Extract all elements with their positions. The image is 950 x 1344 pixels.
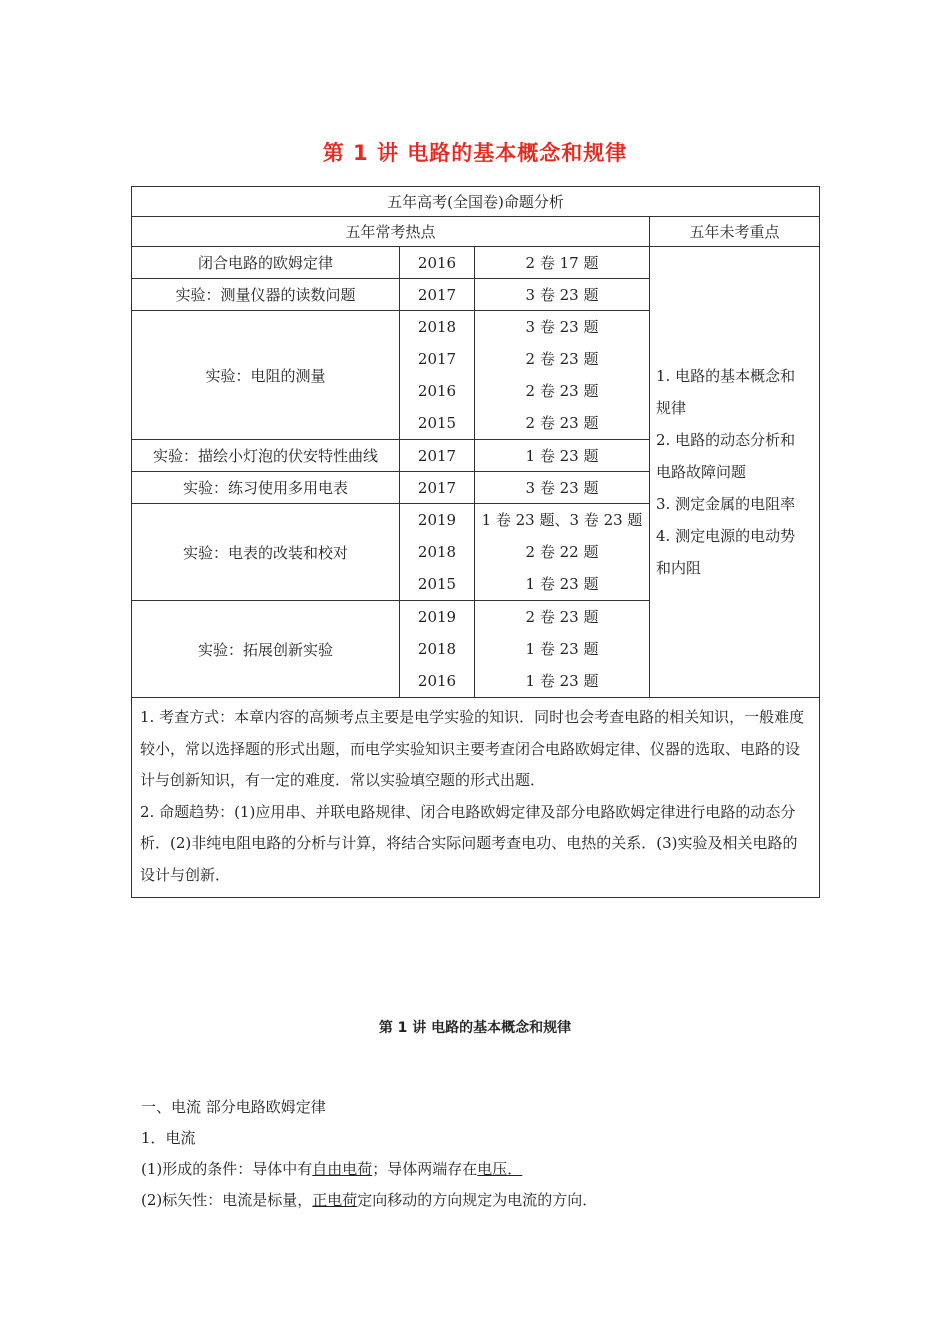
paper-value: 2 卷 23 题: [525, 414, 599, 432]
paper-cell: [475, 311, 650, 440]
table-row: [132, 247, 820, 279]
section-title: 第 1 讲 电路的基本概念和规律: [378, 1020, 572, 1036]
underlined-answer: 电压．: [477, 1160, 523, 1178]
paragraph-direction: [141, 1189, 597, 1210]
year-value: 2019: [417, 511, 457, 529]
year-value: 2018: [417, 543, 457, 561]
column-hot-header: 五年常考热点: [132, 217, 650, 247]
paper-value: 2 卷 23 题: [525, 350, 599, 368]
focus-line: 3. 测定金属的电阻率: [656, 495, 796, 513]
topic-cell: 实验：描绘小灯泡的伏安特性曲线: [132, 440, 400, 472]
topic-cell: 闭合电路的欧姆定律: [132, 247, 400, 279]
paper-cell: 3 卷 23 题: [475, 279, 650, 311]
paper-value: 2 卷 23 题: [525, 608, 599, 626]
paper-cell: [475, 504, 650, 601]
year-cell: [400, 311, 475, 440]
text: (2)标矢性：电流是标量，: [141, 1191, 313, 1209]
year-value: 2019: [417, 608, 457, 626]
paper-value: 1 卷 23 题、3 卷 23 题: [481, 511, 643, 529]
year-value: 2017: [417, 350, 457, 368]
year-cell: [400, 504, 475, 601]
analysis-table: [131, 186, 820, 898]
note-exam-method: 1. 考查方式：本章内容的高频考点主要是电学实验的知识．同时也会考查电路的相关知识，一般难度较小，常以选择题的形式出题，而电学实验知识主要考查闭合电路欧姆定律、仪器的选取、电路的设计与创新知识，有一定的难度．常以实验填空题的形式出题．: [140, 708, 805, 789]
topic-cell: 实验：测量仪器的读数问题: [132, 279, 400, 311]
table-header: 五年高考(全国卷)命题分析: [132, 187, 820, 217]
year-cell: 2017: [400, 472, 475, 504]
paper-value: 1 卷 23 题: [525, 640, 599, 658]
topic-cell: 实验：电阻的测量: [132, 311, 400, 440]
focus-cell: [650, 247, 820, 698]
focus-line: 规律: [656, 399, 687, 417]
topic-cell: 实验：练习使用多用电表: [132, 472, 400, 504]
year-value: 2018: [417, 318, 457, 336]
page-title: 第 1 讲 电路的基本概念和规律: [322, 141, 628, 165]
note-trend: 2. 命题趋势：(1)应用串、并联电路规律、闭合电路欧姆定律及部分电路欧姆定律进行电路的动态分析．(2)非纯电阻电路的分析与计算，将结合实际问题考查电功、电热的关系．(3)实验及相关电路的设计与创新．: [140, 802, 798, 884]
text: 定向移动的方向规定为电流的方向．: [357, 1191, 598, 1209]
year-value: 2015: [417, 575, 457, 593]
subheading: 1．电流: [141, 1129, 196, 1147]
topic-cell: 实验：电表的改装和校对: [132, 504, 400, 601]
paper-value: 1 卷 23 题: [525, 575, 599, 593]
focus-line: 1. 电路的基本概念和: [656, 367, 796, 385]
focus-line: 和内阻: [656, 559, 702, 577]
paper-value: 1 卷 23 题: [525, 672, 599, 690]
year-cell: 2017: [400, 440, 475, 472]
year-value: 2016: [417, 672, 457, 690]
paper-cell: 3 卷 23 题: [475, 472, 650, 504]
year-cell: [400, 601, 475, 698]
text: (1)形成的条件：导体中有: [141, 1160, 313, 1178]
section-heading: 一、电流 部分电路欧姆定律: [141, 1098, 326, 1116]
year-cell: 2017: [400, 279, 475, 311]
year-value: 2015: [417, 414, 457, 432]
paper-value: 2 卷 23 题: [525, 382, 599, 400]
text: ；导体两端存在: [372, 1160, 478, 1178]
column-focus-header: 五年未考重点: [650, 217, 820, 247]
paper-value: 2 卷 22 题: [525, 543, 599, 561]
paper-value: 3 卷 23 题: [525, 318, 599, 336]
underlined-answer: 自由电荷: [312, 1160, 373, 1178]
paper-cell: [475, 601, 650, 698]
paragraph-condition: [141, 1158, 522, 1179]
paper-cell: 2 卷 17 题: [475, 247, 650, 279]
focus-line: 4. 测定电源的电动势: [656, 527, 796, 545]
year-value: 2016: [417, 382, 457, 400]
analysis-notes: [132, 698, 820, 898]
focus-line: 2. 电路的动态分析和: [656, 431, 796, 449]
year-cell: 2016: [400, 247, 475, 279]
paper-cell: 1 卷 23 题: [475, 440, 650, 472]
topic-cell: 实验：拓展创新实验: [132, 601, 400, 698]
underlined-answer: 正电荷: [312, 1191, 358, 1209]
year-value: 2018: [417, 640, 457, 658]
focus-line: 电路故障问题: [656, 463, 747, 481]
